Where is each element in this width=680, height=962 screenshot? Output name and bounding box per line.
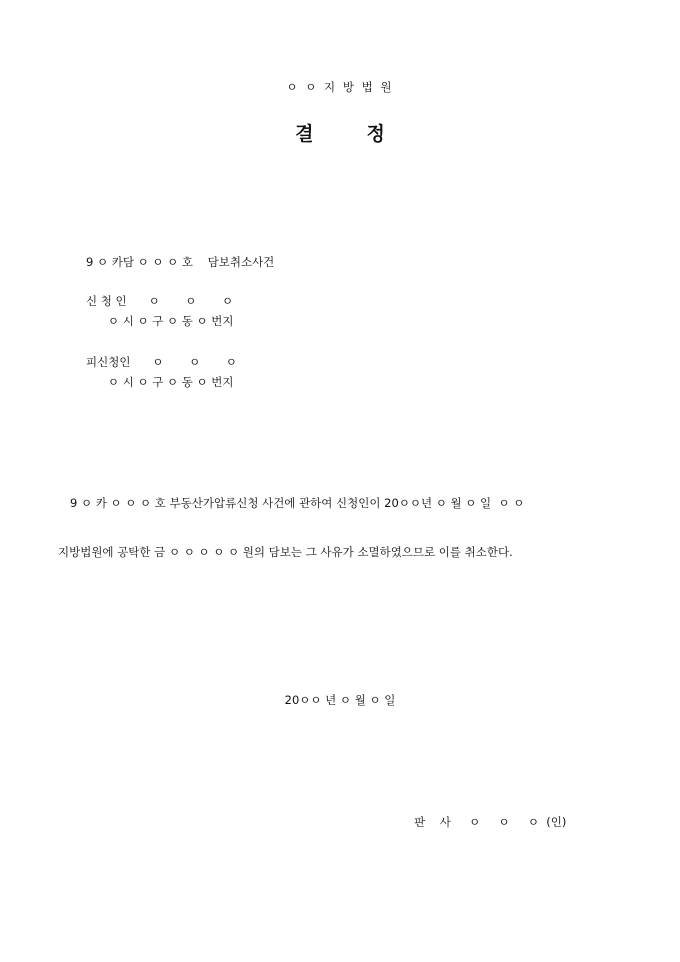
judge-signature: 판 사 ㅇ ㅇ ㅇ (인) bbox=[414, 815, 567, 829]
decision-text-line-1: 9 ㅇ 카 ㅇ ㅇ ㅇ 호 부동산가압류신청 사건에 관하여 신청인이 20ㅇㅇ년 ㅇ 월 ㅇ 일 ㅇ ㅇ bbox=[70, 496, 525, 510]
decision-text-line-2: 지방법원에 공탁한 금 ㅇ ㅇ ㅇ ㅇ ㅇ 원의 담보는 그 사유가 소멸하였으므로 이를 취소한다. bbox=[58, 545, 513, 559]
applicant-address: ㅇ 시 ㅇ 구 ㅇ 동 ㅇ 번지 bbox=[86, 314, 234, 328]
respondent-name: 피신청인 ㅇ ㅇ ㅇ bbox=[86, 355, 237, 369]
document-title: 결 정 bbox=[295, 123, 385, 145]
applicant-name: 신 청 인 ㅇ ㅇ ㅇ bbox=[86, 294, 234, 308]
case-number: 9 ㅇ 카담 ㅇ ㅇ ㅇ 호 담보취소사건 bbox=[86, 255, 275, 269]
respondent-address: ㅇ 시 ㅇ 구 ㅇ 동 ㅇ 번지 bbox=[86, 375, 234, 389]
decision-date: 20ㅇㅇ 년 ㅇ 월 ㅇ 일 bbox=[284, 693, 396, 707]
court-name: ㅇ ㅇ 지 방 법 원 bbox=[286, 80, 394, 94]
